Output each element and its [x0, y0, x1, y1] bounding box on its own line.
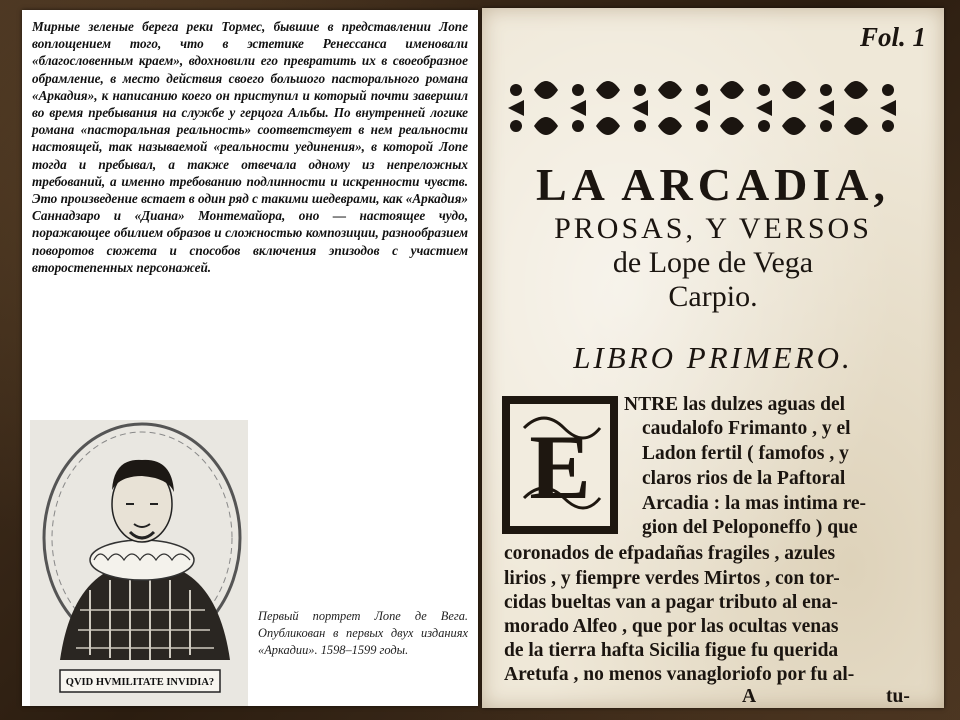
intro-paragraph: Мирные зеленые берега реки Тормес, бывшие в представлении Лопе воплощением того, что в эстетике Ренессанса именовали «благословенным краем», вдохновили его превратить их в своеобразное обрамление, в место действия своего большого пасторального романа «Аркадия», к написанию коего он приступил и который почти завершил во время пребывания на службе у герцога Альбы. По внутренней логике романа «пасторальная реальность» соответствует в нем реальности настоящей, так называемой «реальности уединения», в которой Лопе тогда и пребывал, а также отвечала одному из непреложных требований, а именно требованию подлинности и искренности чувств. Это произведение встает в один ряд с такими шедеврами, как «Аркадия» Саннадзаро и «Диана» Монтемайора, оно — настоящее чудо, поражающее обилием образов и сложностью композиции, разнообразием поворотов сюжета и способов включения эпизодов с участием второстепенных персонажей.: [32, 19, 468, 275]
text-line: NTRE las dulzes aguas del: [624, 394, 846, 415]
portrait-motto: QVID HVMILITATE INVIDIA?: [65, 677, 215, 688]
text-line: gion del Peloponeffo ) que: [642, 517, 858, 538]
text-line: coronados de efpadañas fragiles , azules: [504, 543, 836, 564]
portrait-caption: Первый портрет Лопе де Вега. Опубликован в первых двух изданиях «Аркадии». 1598–1599 годы.: [258, 609, 468, 657]
decorative-ornament-band: [504, 72, 924, 144]
signature-mark: A: [742, 686, 757, 707]
text-line: morado Alfeo , que por las ocultas venas: [504, 616, 839, 637]
folio-number: Fol. 1: [859, 22, 926, 52]
text-line: de la tierra hafta Sicilia figue fu querida: [504, 640, 839, 661]
decorated-dropcap: [502, 396, 618, 534]
catchword: tu-: [886, 686, 910, 707]
dropcap-letter: E: [529, 416, 591, 518]
book-page-scan: [482, 8, 944, 708]
book-title: LA ARCADIA,: [535, 159, 891, 210]
text-line: Aretufa , no menos vanagloriofo por fu al-: [504, 664, 855, 685]
text-line: Arcadia : la mas intima re-: [642, 493, 867, 514]
left-panel: [22, 10, 478, 706]
text-line: cidas bueltas van a pagar tributo al ena-: [504, 592, 838, 613]
portrait-engraving: [30, 420, 248, 706]
book-heading: LIBRO PRIMERO.: [573, 340, 853, 375]
book-author-surname: Carpio.: [668, 280, 758, 313]
book-subtitle: PROSAS, Y VERSOS: [554, 212, 872, 245]
text-line: claros rios de la Paftoral: [642, 468, 846, 489]
portrait-image: [30, 420, 248, 706]
text-line: Ladon fertil ( famofos , y: [642, 443, 849, 464]
text-line: caudalofo Frimanto , y el: [642, 418, 851, 439]
text-line: lirios , y fiempre verdes Mirtos , con tor-: [504, 568, 840, 589]
book-author-line: de Lope de Vega: [612, 246, 814, 279]
